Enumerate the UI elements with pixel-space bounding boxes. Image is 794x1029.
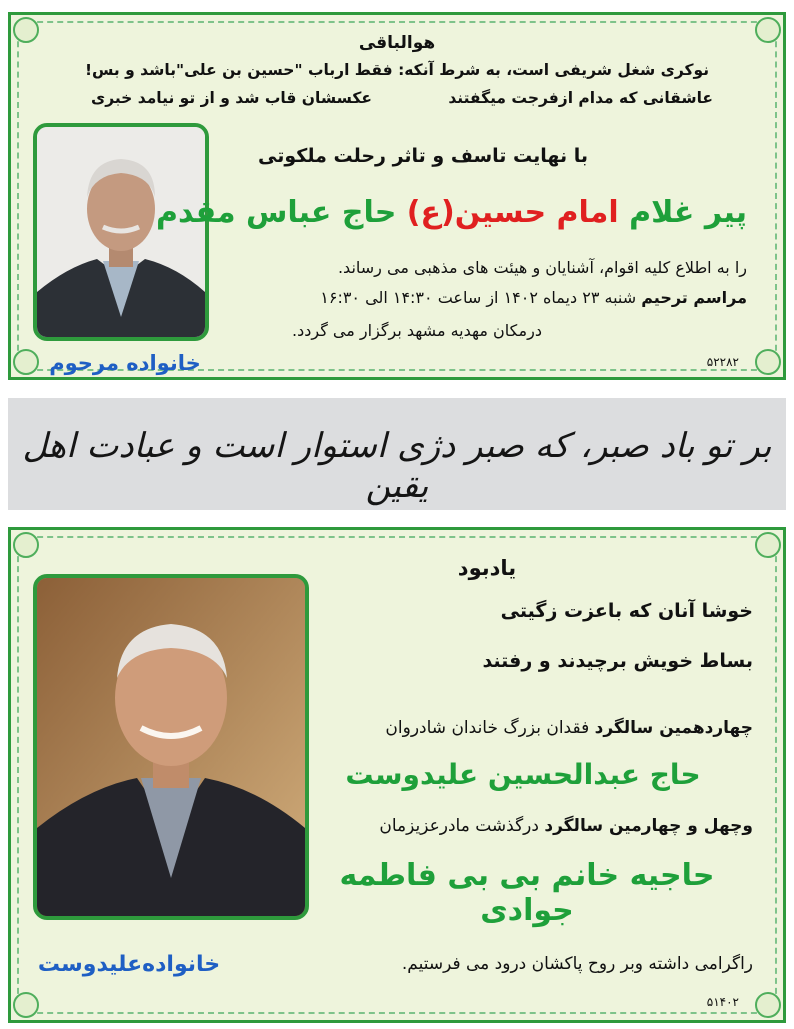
anniversary-line-2 (283, 816, 753, 836)
deceased-name (156, 195, 747, 230)
memorial-ad-alidoost (8, 527, 786, 1023)
corner-ornament (755, 532, 781, 558)
notice-line: را به اطلاع کلیه اقوام، آشنایان و هیئت های مذهبی می رساند. (337, 258, 747, 277)
anniversary-text-2: درگذشت مادرعزیزمان (379, 816, 539, 836)
banner-quote: بر تو باد صبر، که صبر دژی استوار است و عبادت اهل یقین (22, 426, 772, 506)
name-main-part: حاج عباس مقدم (156, 195, 397, 230)
family-signature: خانواده‌علیدوست (37, 952, 221, 977)
memorial-title: یادبود (457, 556, 517, 580)
ad-code: ۵۲۲۸۲ (706, 355, 739, 369)
family-signature: خانواده مرحوم (49, 351, 201, 375)
portrait-elder-photo (37, 578, 305, 916)
deceased-name-1: حاج عبدالحسین علیدوست (345, 758, 701, 791)
name-title-part: پیر غلام (629, 195, 747, 230)
ad-header: هوالباقی (358, 33, 436, 53)
deceased-portrait (33, 123, 209, 341)
corner-ornament (13, 992, 39, 1018)
corner-ornament (755, 992, 781, 1018)
closing-line: راگرامی داشته وبر روح پاکشان درود می فرستیم. (401, 954, 753, 974)
ceremony-label: مراسم ترحیم (641, 288, 747, 307)
anniversary-line-1 (293, 718, 753, 738)
deceased-name-2: حاجیه خانم بی بی فاطمه جوادی (339, 858, 715, 928)
poem-line-2-right: عاشقانی که مدام ازفرجت میگفتند (448, 89, 713, 107)
anniversary-label-1: چهاردهمین سالگرد (594, 718, 753, 738)
poem-line-2: بساط خویش برچیدند و رفتند (482, 650, 753, 672)
obituary-ad-moghaddam (8, 12, 786, 380)
anniversary-text-1: فقدان بزرگ خاندان شادروان (385, 718, 590, 738)
corner-ornament (13, 17, 39, 43)
name-imam-part: امام حسین(ع) (406, 195, 619, 230)
quote-banner (8, 398, 786, 510)
deceased-portrait (33, 574, 309, 920)
corner-ornament (755, 349, 781, 375)
corner-ornament (13, 532, 39, 558)
poem-line-2-left: عکسشان قاب شد و از تو نیامد خبری (91, 89, 372, 107)
announcement-line: با نهایت تاسف و تاثر رحلت ملکوتی (258, 145, 588, 167)
ceremony-time: شنبه ۲۳ دیماه ۱۴۰۲ از ساعت ۱۴:۳۰ الی ۱۶:۳۰ (320, 288, 637, 307)
venue-line: درمکان مهدیه مشهد برگزار می گردد. (292, 321, 542, 340)
ceremony-line (167, 288, 747, 307)
poem-line-1: نوکری شغل شریفی است، به شرط آنکه: فقط ارباب "حسین بن علی"باشد و بس! (84, 61, 710, 79)
corner-ornament (755, 17, 781, 43)
ad-code: ۵۱۴۰۲ (706, 995, 739, 1009)
anniversary-label-2: وچهل و چهارمین سالگرد (544, 816, 753, 836)
poem-line-1: خوشا آنان که باعزت زگیتی (500, 600, 753, 622)
